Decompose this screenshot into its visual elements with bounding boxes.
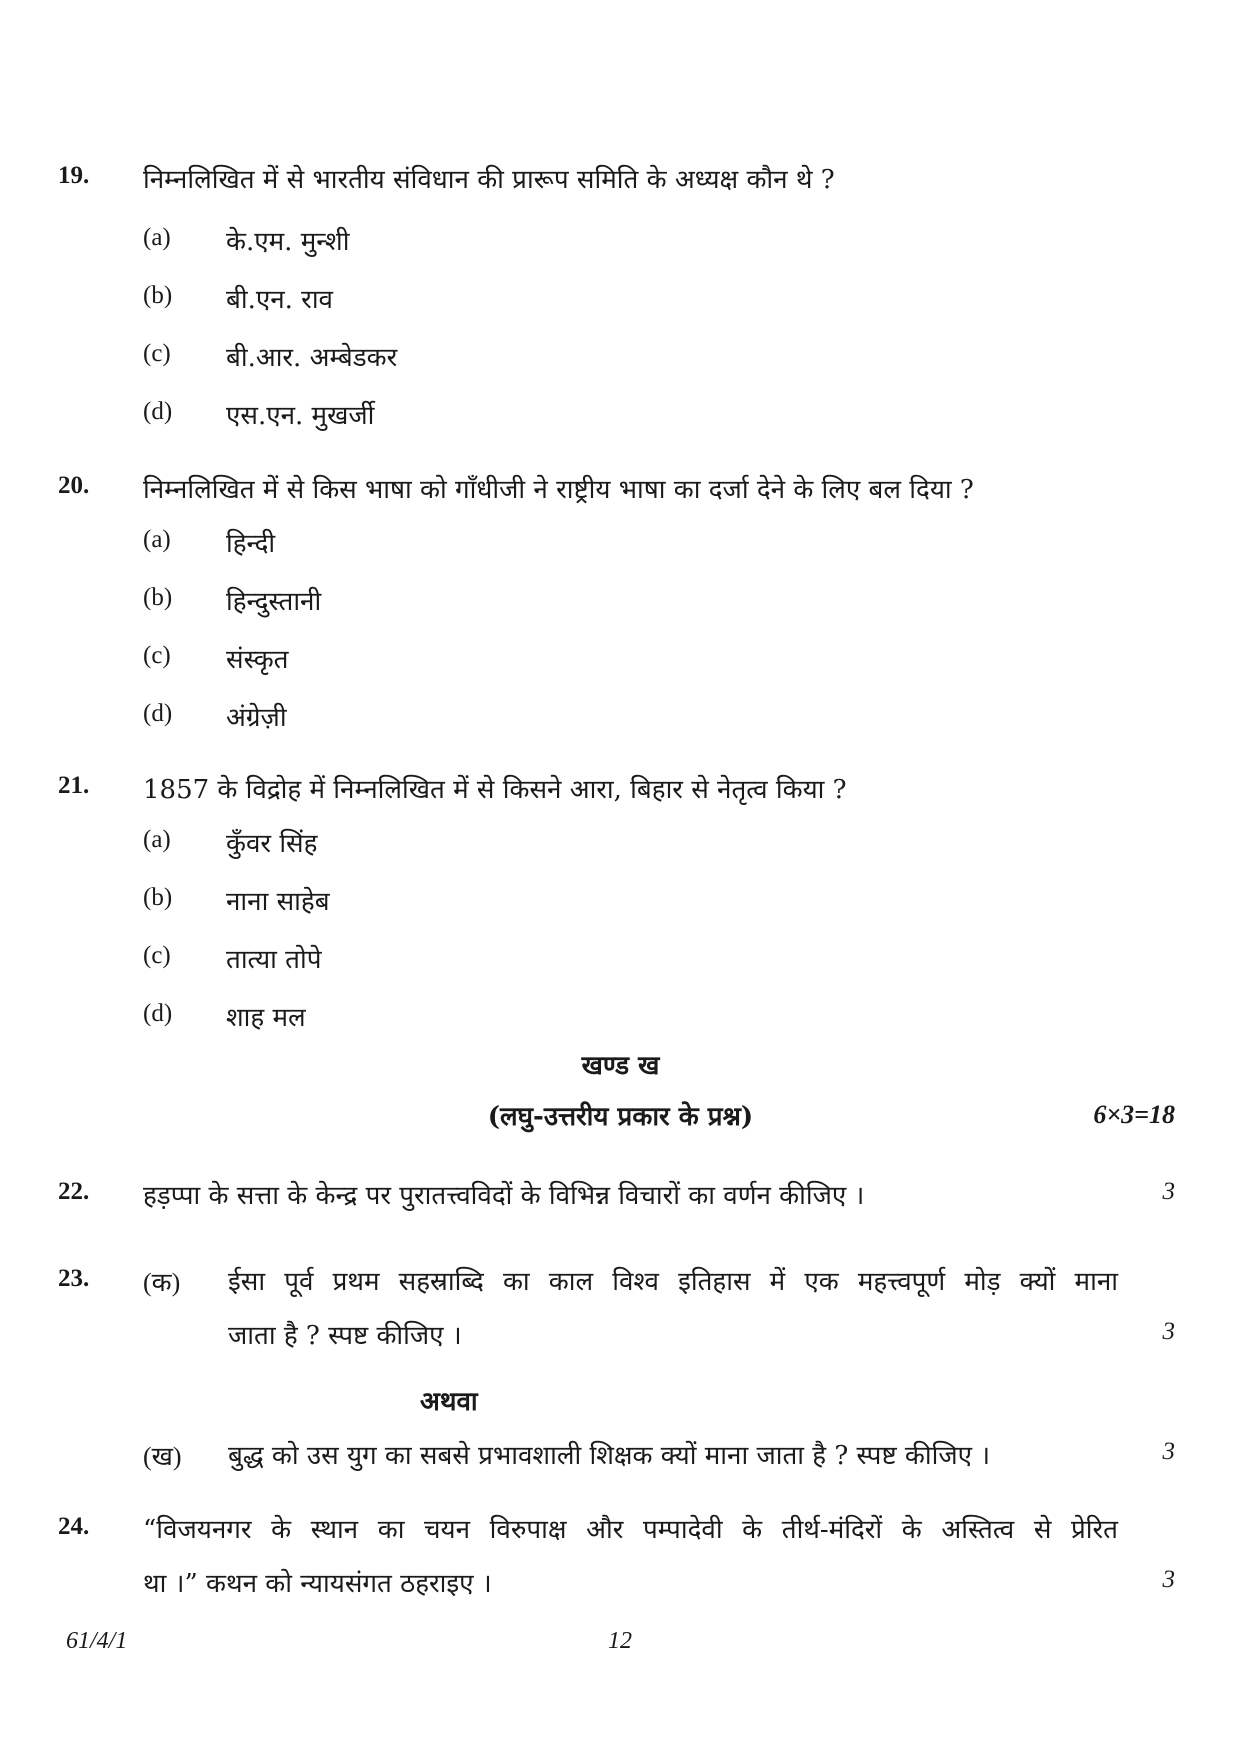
q19-option-c-text: बी.आर. अम्बेडकर [226, 343, 398, 373]
question-24-marks: 3 [1162, 1566, 1175, 1593]
question-23a-line2: जाता है ? स्पष्ट कीजिए । [228, 1321, 462, 1351]
question-22-number: 22. [58, 1178, 90, 1205]
question-24-line2: था ।” कथन को न्यायसंगत ठहराइए । [143, 1569, 492, 1599]
q19-option-b-label: (b) [143, 282, 173, 309]
q20-option-b-text: हिन्दुस्तानी [226, 587, 322, 617]
page-number: 12 [608, 1628, 632, 1654]
q19-option-c-label: (c) [143, 340, 171, 367]
q21-option-b-label: (b) [143, 884, 173, 911]
q20-option-b-label: (b) [143, 584, 173, 611]
paper-code: 61/4/1 [66, 1628, 128, 1654]
section-title: खण्ड ख [581, 1051, 660, 1081]
q21-option-c-text: तात्या तोपे [226, 945, 322, 975]
q20-option-d-text: अंग्रेज़ी [226, 703, 287, 733]
question-19-text: निम्नलिखित में से भारतीय संविधान की प्रारूप समिति के अध्यक्ष कौन थे ? [143, 165, 835, 195]
section-marks: 6×3=18 [1093, 1100, 1175, 1129]
q20-option-a-label: (a) [143, 526, 171, 553]
question-21-text: 1857 के विद्रोह में निम्नलिखित में से किसने आरा, बिहार से नेतृत्व किया ? [143, 775, 847, 805]
section-subtitle: (लघु-उत्तरीय प्रकार के प्रश्न) [487, 1102, 754, 1132]
q19-option-b-text: बी.एन. राव [226, 285, 334, 315]
q20-option-a-text: हिन्दी [226, 529, 276, 559]
or-divider: अथवा [420, 1387, 478, 1417]
q20-option-c-label: (c) [143, 642, 171, 669]
question-24-line1: “विजयनगर के स्थान का चयन विरुपाक्ष और पम्पादेवी के तीर्थ-मंदिरों के अस्तित्व से प्रेरित [143, 1515, 1118, 1545]
question-24-number: 24. [58, 1513, 90, 1540]
question-21-number: 21. [58, 772, 90, 799]
question-19-number: 19. [58, 162, 90, 189]
q19-option-a-text: के.एम. मुन्शी [226, 227, 350, 257]
question-20-text: निम्नलिखित में से किस भाषा को गाँधीजी ने राष्ट्रीय भाषा का दर्जा देने के लिए बल दिया ? [143, 475, 974, 505]
q21-option-b-text: नाना साहेब [226, 887, 330, 917]
q21-option-a-text: कुँवर सिंह [226, 829, 318, 859]
q21-option-c-label: (c) [143, 942, 171, 969]
q20-option-d-label: (d) [143, 700, 173, 727]
question-23b-label: (ख) [143, 1442, 182, 1471]
question-23a-marks: 3 [1162, 1318, 1175, 1345]
question-23a-line1: ईसा पूर्व प्रथम सहस्राब्दि का काल विश्व इतिहास में एक महत्त्वपूर्ण मोड़ क्यों माना [228, 1267, 1118, 1297]
question-23b-marks: 3 [1162, 1438, 1175, 1465]
q19-option-d-text: एस.एन. मुखर्जी [226, 401, 375, 431]
question-23b-text: बुद्ध को उस युग का सबसे प्रभावशाली शिक्षक क्यों माना जाता है ? स्पष्ट कीजिए । [228, 1441, 991, 1471]
q21-option-d-label: (d) [143, 1000, 173, 1027]
question-20-number: 20. [58, 472, 90, 499]
q21-option-a-label: (a) [143, 826, 171, 853]
question-22-text: हड़प्पा के सत्ता के केन्द्र पर पुरातत्त्वविदों के विभिन्न विचारों का वर्णन कीजिए । [143, 1181, 865, 1211]
question-23-number: 23. [58, 1265, 90, 1292]
q19-option-d-label: (d) [143, 398, 173, 425]
q19-option-a-label: (a) [143, 224, 171, 251]
q21-option-d-text: शाह मल [226, 1003, 306, 1033]
question-22-marks: 3 [1162, 1178, 1175, 1205]
q20-option-c-text: संस्कृत [226, 645, 289, 675]
question-23a-label: (क) [143, 1268, 181, 1297]
